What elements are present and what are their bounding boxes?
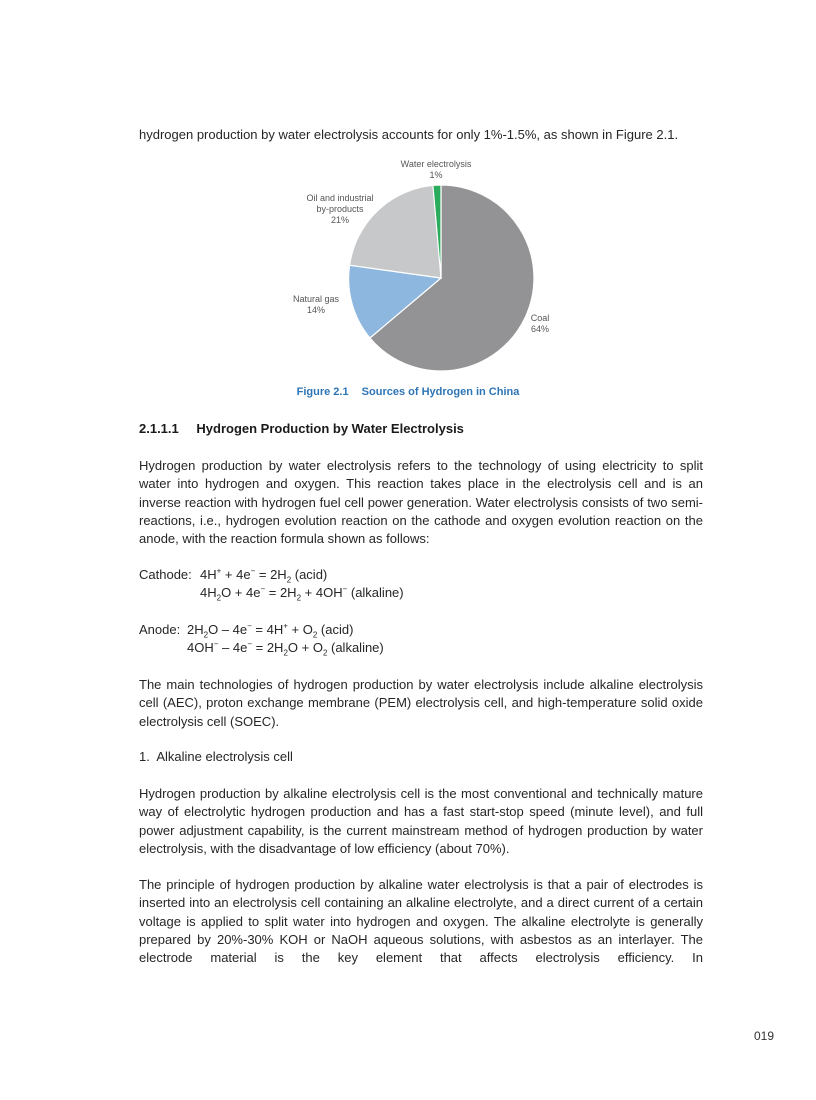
figure-caption (0, 386, 816, 398)
subheading-alkaline: 1. Alkaline electrolysis cell (139, 749, 293, 764)
paragraph-3: Hydrogen production by alkaline electrolysis cell is the most conventional and technically mature way of electrolytic hydrogen production and has a fast start-stop speed (minute level), and full power adjustment capability, is the current mainstream method of hydrogen production by water electrolysis, with the disadvantage of low efficiency (about 70%). (139, 786, 703, 856)
cathode-label: Cathode: (139, 567, 192, 582)
figure-number: Figure 2.1 (296, 386, 349, 398)
label-coal-pct: 64% (530, 324, 549, 334)
label-water-pct: 1% (429, 170, 443, 180)
page-number: 019 (754, 1029, 775, 1043)
paragraph-4: The principle of hydrogen production by alkaline water electrolysis is that a pair of electrodes is inserted into an electrolysis cell containing an alkaline electrolyte, and a direct current of a certain voltage is applied to split water into hydrogen and oxygen. The alkaline electrolyte is generally prepared by 20%-30% KOH or NaOH aqueous solutions, with asbestos as an interlayer. The electrode material is the key element that affects electrolysis efficiency. In (139, 877, 703, 966)
section-title: Hydrogen Production by Water Electrolysis (196, 421, 464, 436)
label-natural-gas (276, 294, 356, 316)
anode-acid-equation: $2H_2O - 4e^- = 4H^+ + O_2$ (acid) (187, 621, 354, 640)
pie-chart-svg (0, 0, 816, 400)
label-oil-industrial (290, 193, 390, 226)
paragraph-1: Hydrogen production by water electrolysis refers to the technology of using electricity to split water into hydrogen and oxygen. This reaction takes place in the electrolysis cell and is an inverse reaction with hydrogen fuel cell power generation. Water electrolysis consists of two semi-reactions, i.e., hydrogen evolution reaction on the cathode and oxygen evolution reaction on the anode, with the reaction formula shown as follows: (139, 458, 703, 547)
intro-line: hydrogen production by water electrolysis accounts for only 1%-1.5%, as shown in Figure 2.1. (139, 127, 679, 142)
anode-label: Anode: (139, 622, 181, 637)
anode-alkaline-equation: $4OH^- - 4e^- = 2H_2O + O_2$ (alkaline) (187, 639, 384, 658)
section-number: 2.1.1.1 (139, 421, 179, 436)
cathode-alkaline-equation: $4H_2O + 4e^- = 2H_2 + 4OH^-$ (alkaline) (200, 584, 404, 603)
label-oil-name2: by-products (316, 204, 364, 214)
label-gas-name: Natural gas (292, 294, 340, 304)
section-heading (139, 421, 464, 436)
label-oil-name1: Oil and industrial (306, 193, 374, 203)
label-water-electrolysis (386, 159, 486, 181)
figure-title: Sources of Hydrogen in China (361, 386, 520, 398)
label-coal (528, 313, 552, 335)
label-gas-pct: 14% (306, 305, 325, 315)
label-oil-pct: 21% (330, 215, 349, 225)
cathode-acid-equation: $4H^+ + 4e^- = 2H_2$ (acid) (200, 566, 328, 585)
paragraph-2: The main technologies of hydrogen production by water electrolysis include alkaline electrolysis cell (AEC), proton exchange membrane (PEM) electrolysis cell, and high-temperature solid oxide electrolysis cell (SOEC). (139, 677, 703, 729)
label-water-name: Water electrolysis (400, 159, 472, 169)
label-coal-name: Coal (530, 313, 550, 323)
